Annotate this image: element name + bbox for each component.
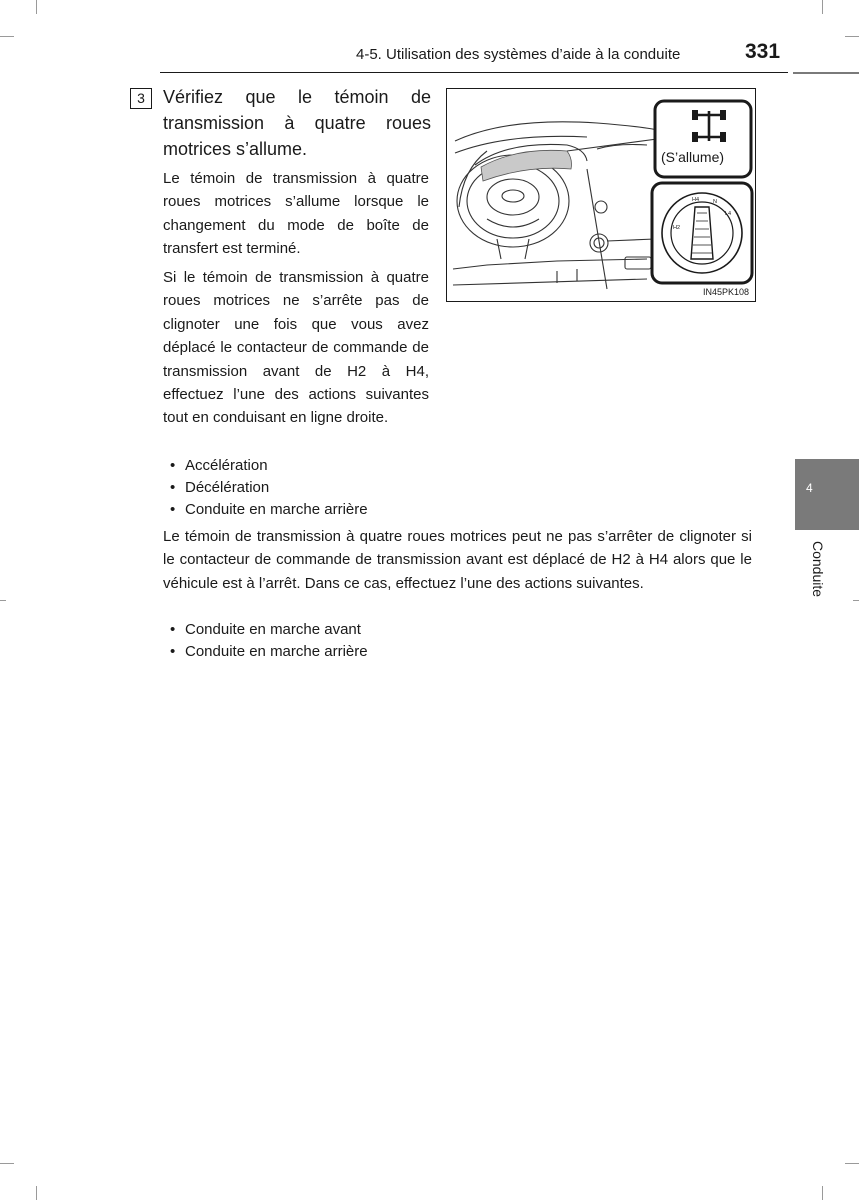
bullet-list-2 <box>170 619 368 663</box>
chapter-tab <box>795 459 859 530</box>
chapter-number: 4 <box>806 481 813 495</box>
dashboard-illustration <box>446 88 756 302</box>
dial-label-h2: H2 <box>673 225 681 231</box>
section-title: 4-5. Utilisation des systèmes d’aide à la conduite <box>356 46 681 63</box>
list-item: • Accélération <box>170 455 368 477</box>
list-item: • Conduite en marche avant <box>170 619 368 641</box>
crop-mark <box>845 36 859 37</box>
illustration-code: IN45PK108 <box>702 287 749 297</box>
callout-label: (S’allume) <box>661 149 725 165</box>
list-item: • Conduite en marche arrière <box>170 499 368 521</box>
crop-mark <box>822 1186 823 1200</box>
crop-mark <box>36 1186 37 1200</box>
step-number: 3 <box>130 88 152 109</box>
paragraph-3: Le témoin de transmission à quatre roues motrices peut ne pas s’arrêter de clignoter si le contacteur de commande de transmission avant est déplacé de H2 à H4 alors que le véhicule est à l’arrêt. Dans ce cas, effectuez l’une des actions suivantes. <box>163 528 752 592</box>
crop-mark <box>0 600 6 601</box>
dashboard-drawing <box>447 89 757 303</box>
crop-mark <box>845 1163 859 1164</box>
crop-mark <box>0 36 14 37</box>
transfer-dial-icon <box>662 193 742 273</box>
bullet-list-1 <box>170 455 368 521</box>
step-heading: Vérifiez que le témoin de transmission à quatre roues motrices s’allume. <box>163 87 431 159</box>
dial-label-l4: L4 <box>725 211 732 217</box>
header-tab-rule <box>793 72 859 74</box>
chapter-label: Conduite <box>810 541 826 598</box>
crop-mark <box>0 1163 14 1164</box>
paragraph-2: Si le témoin de transmission à quatre roues motrices ne s’arrête pas de clignoter une fois que vous avez déplacé le contacteur de commande de transmission avant de H2 à H4, effectuez l’une des actions suivantes tout en conduisant en ligne droite. <box>163 269 429 427</box>
crop-mark <box>36 0 37 14</box>
dial-label-h4: H4 <box>692 197 700 203</box>
list-item: • Conduite en marche arrière <box>170 641 368 663</box>
header-rule <box>160 72 788 73</box>
dial-label-n: N <box>713 199 717 205</box>
list-item: • Décélération <box>170 477 368 499</box>
paragraph-1: Le témoin de transmission à quatre roues motrices s’allume lorsque le changement du mode de boîte de transfert est terminé. <box>163 170 429 258</box>
page-number: 331 <box>745 40 781 63</box>
crop-mark <box>822 0 823 14</box>
crop-mark <box>853 600 859 601</box>
